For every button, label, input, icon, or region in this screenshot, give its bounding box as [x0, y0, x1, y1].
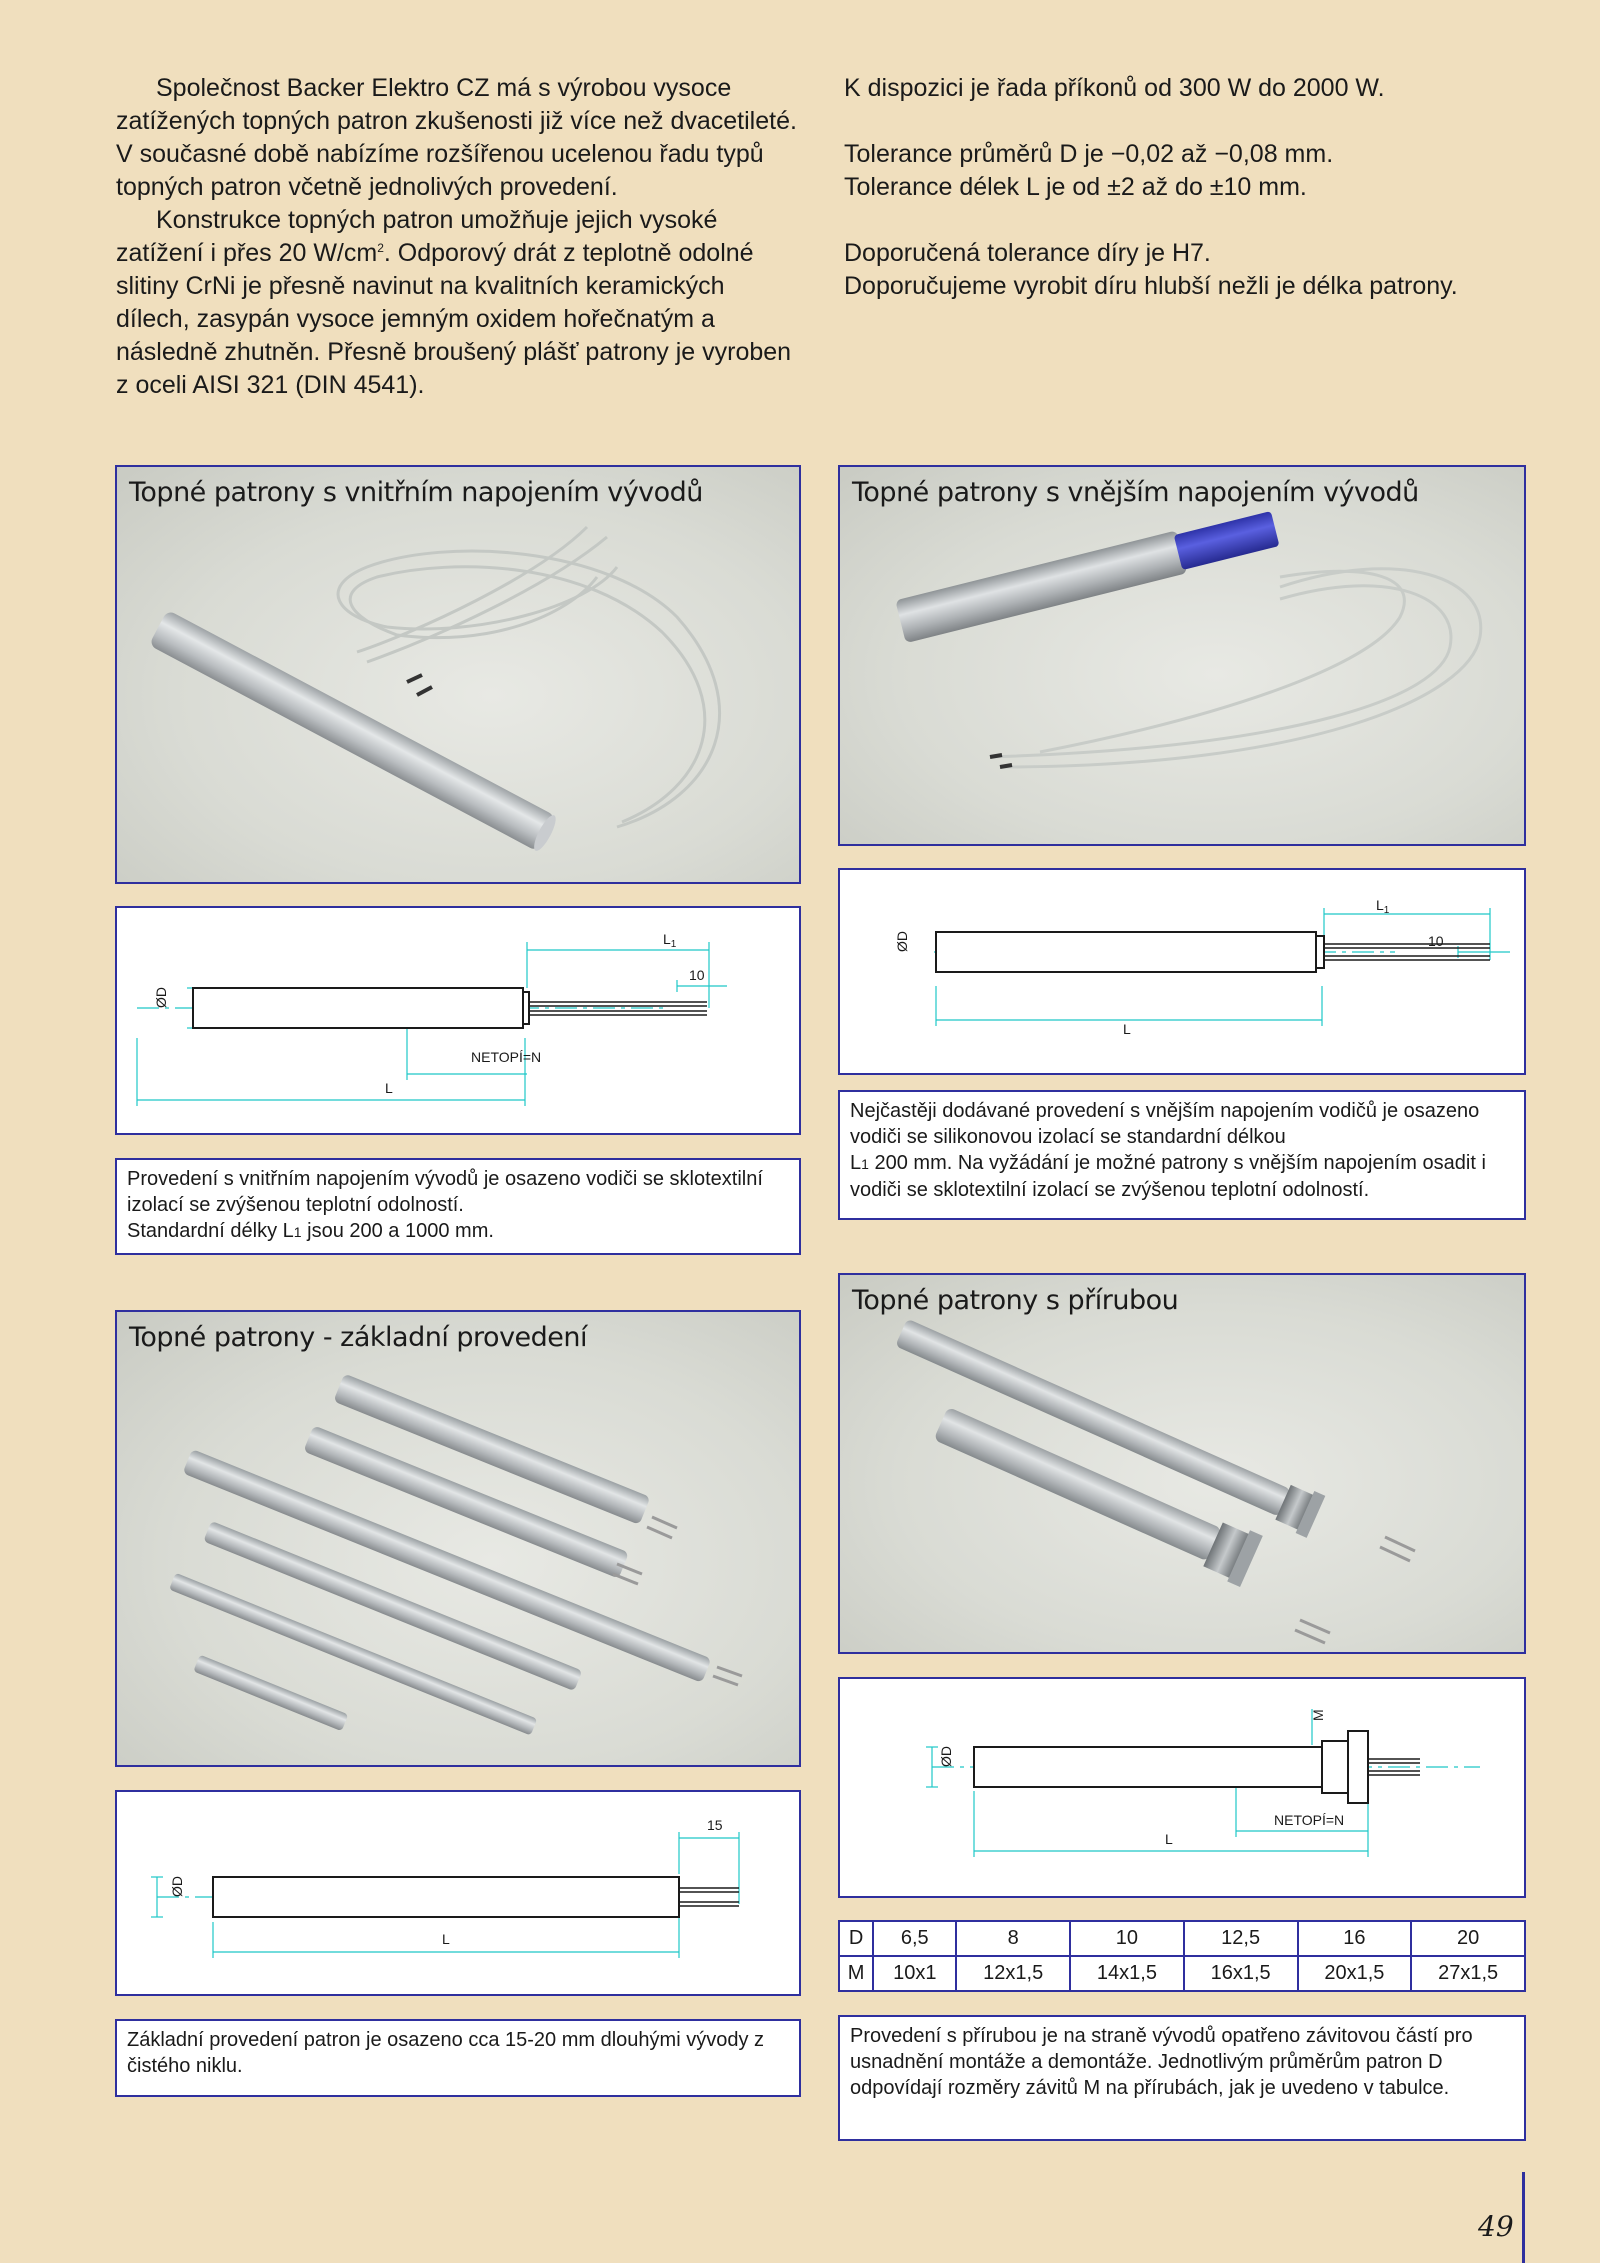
external-leads-photo-panel [838, 465, 1526, 846]
external-dim-d-label: ØD [894, 931, 910, 952]
internal-leads-photo [117, 467, 801, 884]
hole-tolerance-text: Doporučená tolerance díry je H7. [844, 239, 1211, 267]
flange-drawing-panel [838, 1677, 1526, 1898]
table-cell: 10 [1070, 1921, 1184, 1956]
flange-cartridges-photo [840, 1275, 1526, 1654]
flange-dimension-drawing [840, 1679, 1526, 1898]
basic-photo-panel [115, 1310, 801, 1767]
basic-desc-text: Základní provedení patron je osazeno cca 15-20 mm dlouhými vývody z čistého niklu. [127, 2029, 765, 2077]
intro-p2-end: . Odporový drát z teplotně odolné slitiny CrNi je přesně navinut na kvalitních keramických dílech, zasypán vysoce jemným oxidem hořečnatým a následně zhutněn. Přesně broušený plášť patrony je vyroben z oceli AISI 321 (DIN 4541). [116, 239, 792, 399]
table-cell: 8 [956, 1921, 1070, 1956]
basic-title: Topné patrony - základní provedení [129, 1322, 588, 1353]
internal-dim-l-label: L [385, 1080, 393, 1096]
flange-title: Topné patrony s přírubou [852, 1285, 1179, 1316]
intro-right-column [844, 72, 1534, 303]
table-cell: 10x1 [873, 1956, 956, 1991]
intro-p2-start: Konstrukce topných patron umožňuje jejich vysoké zatížení i přes 20 W/cm [116, 206, 718, 267]
diameter-tolerance-text: Tolerance průměrů D je −0,02 až −0,08 mm. [844, 140, 1334, 168]
power-range-text: K dispozici je řada příkonů od 300 W do 2000 W. [844, 74, 1385, 102]
external-desc-line-b: L1 200 mm. Na vyžádání je možné patrony s vnějším napojením osadit i vodiči se sklotextilní izolací se zvýšenou teplotní odolností. [850, 1152, 1486, 1201]
thread-dimension-table [838, 1920, 1526, 1992]
length-tolerance-text: Tolerance délek L je od ±2 až do ±10 mm. [844, 173, 1307, 201]
external-leads-title: Topné patrony s vnějším napojením vývodů [852, 477, 1419, 508]
flange-photo-panel [838, 1273, 1526, 1654]
internal-dim-l1-label: $L_1$ [663, 931, 677, 950]
basic-cartridges-photo [117, 1312, 801, 1767]
table-row-d [839, 1921, 1525, 1956]
internal-leads-drawing-panel [115, 906, 801, 1135]
flange-dim-m-label: M [1310, 1709, 1326, 1721]
external-leads-description [838, 1090, 1526, 1220]
intro-left-column [116, 72, 801, 402]
internal-dim-netopi-label: NETOPÍ=N [471, 1049, 542, 1065]
internal-dim-d-label: ØD [153, 987, 169, 1008]
table-row-m [839, 1956, 1525, 1991]
external-leads-photo [840, 467, 1526, 846]
internal-leads-description [115, 1158, 801, 1255]
basic-dimension-drawing [117, 1792, 801, 1996]
flange-dim-d-label: ØD [938, 1746, 954, 1767]
internal-leads-dimension-drawing [117, 908, 801, 1135]
external-dim-l-label: L [1123, 1021, 1131, 1037]
flange-dim-l-label: L [1165, 1831, 1173, 1847]
basic-dim-d-label: ØD [169, 1876, 185, 1897]
basic-drawing-panel [115, 1790, 801, 1996]
intro-paragraph-1: Společnost Backer Elektro CZ má s výrobou vysoce zatížených topných patron zkušenosti již více než dvacetileté. V současné době nabízíme rozšířenou ucelenou řadu typů topných patron včetně jednolivých provedení. [116, 74, 797, 201]
external-dim-l1-label: $L_1$ [1376, 897, 1390, 916]
flange-dim-netopi-label: NETOPÍ=N [1274, 1812, 1345, 1828]
table-cell: 27x1,5 [1411, 1956, 1525, 1991]
intro-paragraph-2 [116, 204, 801, 402]
basic-dim-l-label: L [442, 1931, 450, 1947]
table-cell: 16 [1298, 1921, 1412, 1956]
page-number: 49 [1478, 2210, 1514, 2243]
external-desc-line-a: Nejčastěji dodávané provedení s vnějším napojením vodičů je osazeno vodiči se silikonovou izolací se standardní délkou [850, 1100, 1480, 1148]
page-number-rule [1522, 2172, 1525, 2263]
internal-leads-title: Topné patrony s vnitřním napojením vývodů [129, 477, 703, 508]
table-cell: 6,5 [873, 1921, 956, 1956]
internal-desc-line-b: Standardní délky L1 jsou 200 a 1000 mm. [127, 1220, 494, 1242]
external-dim-10-label: 10 [1428, 933, 1444, 949]
basic-dim-15-label: 15 [707, 1817, 723, 1833]
table-cell: 20 [1411, 1921, 1525, 1956]
intro-p2-superscript: 2 [377, 241, 384, 255]
internal-desc-line-a: Provedení s vnitřním napojením vývodů je osazeno vodiči se sklotextilní izolací se zvýšenou teplotní odolností. [127, 1168, 763, 1216]
flange-desc-text: Provedení s přírubou je na straně vývodů opatřeno závitovou částí pro usnadnění montáže a demontáže. Jednotlivým průměrům patron D odpovídají rozměry závitů M na přírubách, jak je uvedeno v tabulce. [850, 2025, 1473, 2099]
hole-depth-text: Doporučujeme vyrobit díru hlubší nežli je délka patrony. [844, 272, 1458, 300]
table-cell: M [839, 1956, 873, 1991]
table-cell: D [839, 1921, 873, 1956]
internal-dim-10-label: 10 [689, 967, 705, 983]
table-cell: 16x1,5 [1184, 1956, 1298, 1991]
table-cell: 12x1,5 [956, 1956, 1070, 1991]
table-cell: 14x1,5 [1070, 1956, 1184, 1991]
basic-description [115, 2019, 801, 2097]
flange-description [838, 2015, 1526, 2141]
table-cell: 12,5 [1184, 1921, 1298, 1956]
external-leads-dimension-drawing [840, 870, 1526, 1075]
internal-leads-photo-panel [115, 465, 801, 884]
external-leads-drawing-panel [838, 868, 1526, 1075]
table-cell: 20x1,5 [1298, 1956, 1412, 1991]
